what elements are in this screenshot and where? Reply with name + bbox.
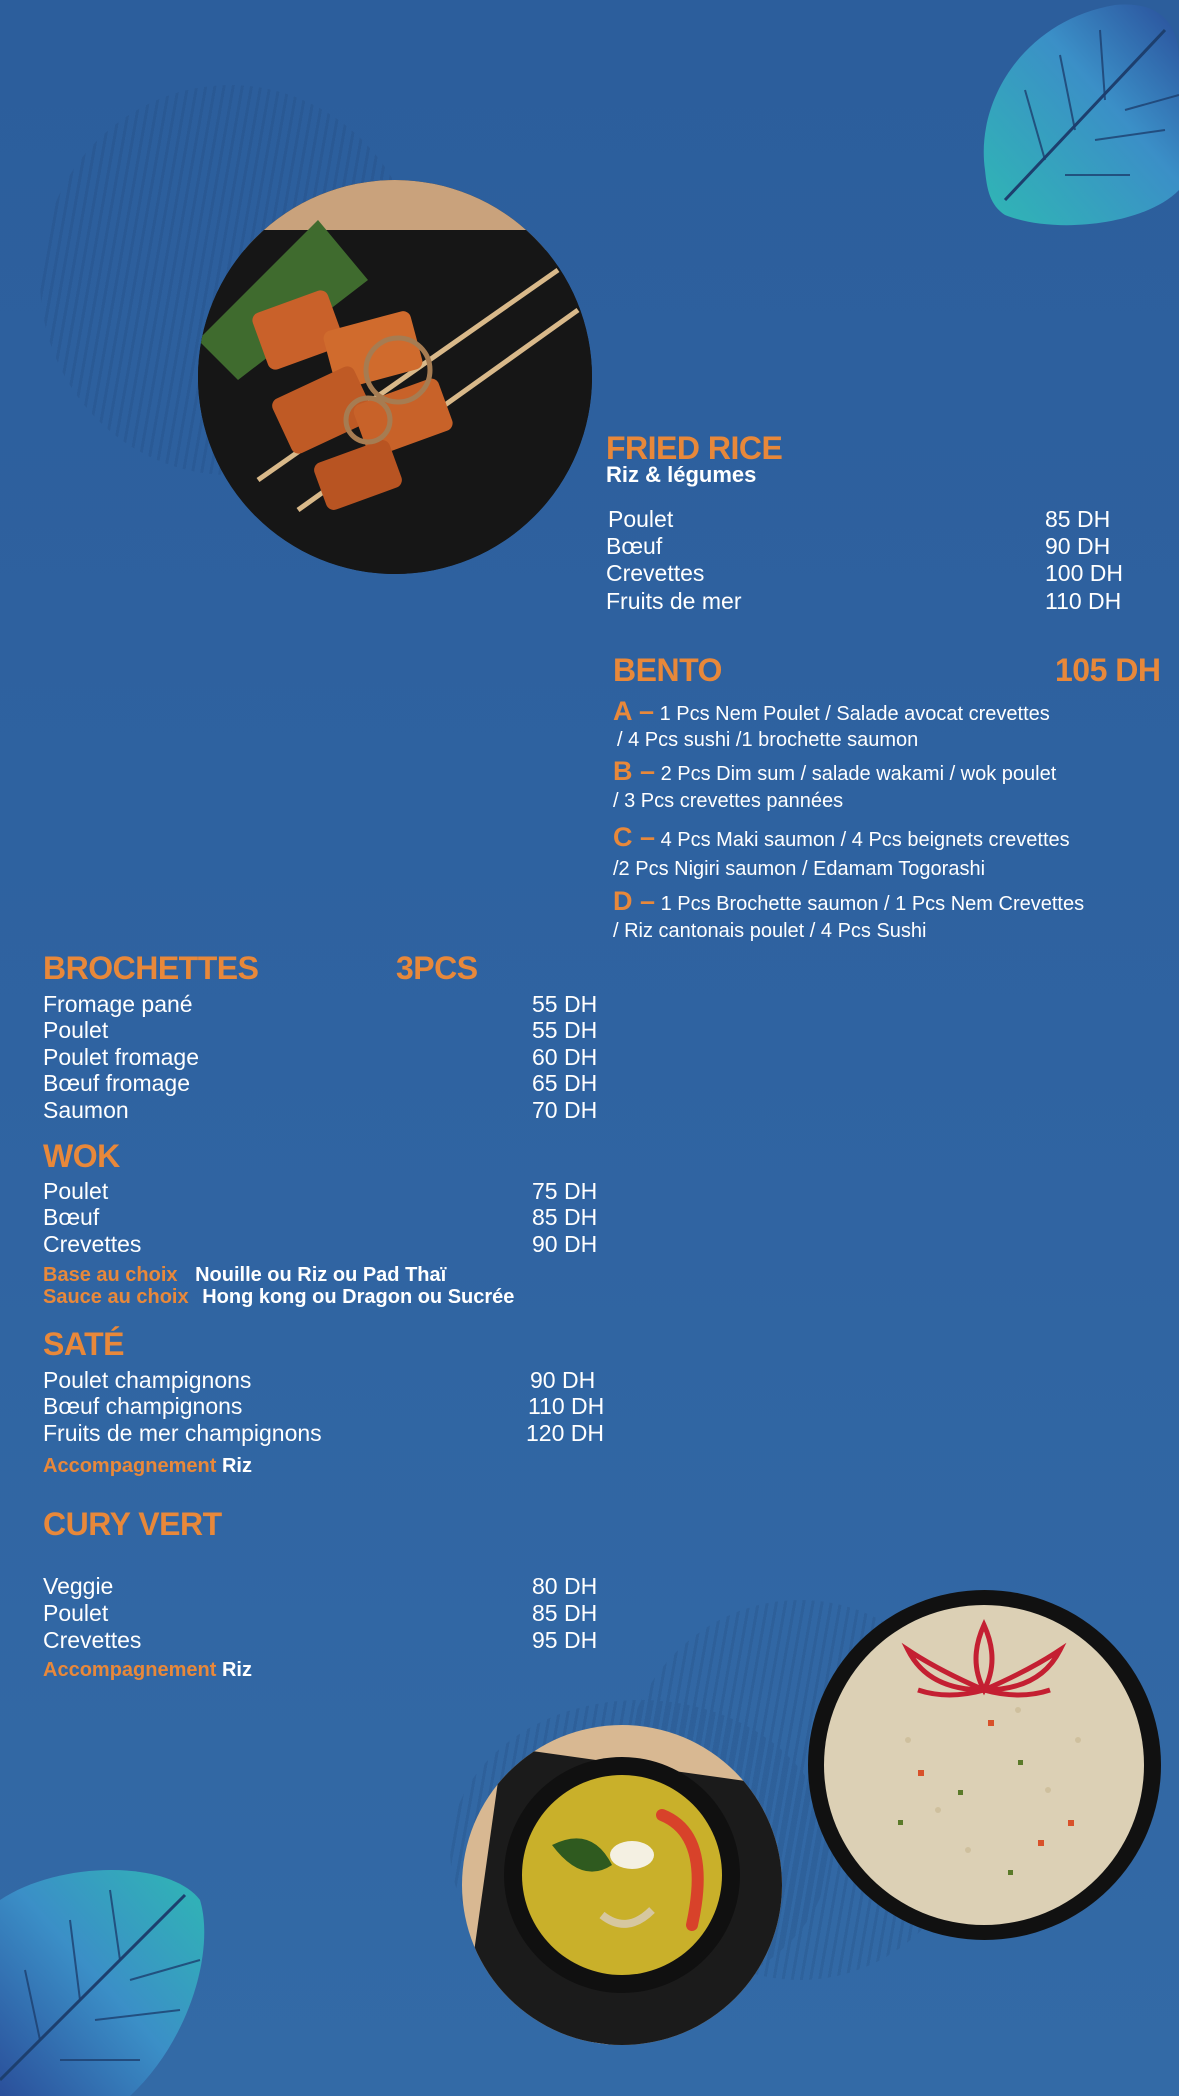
- bento-option-line: / Riz cantonais poulet / 4 Pcs Sushi: [613, 920, 927, 942]
- bento-option-line: / 4 Pcs sushi /1 brochette saumon: [617, 729, 919, 751]
- menu-item-price: 75 DH: [532, 1178, 598, 1204]
- menu-item-price: 95 DH: [532, 1627, 598, 1653]
- bento-letter: C –: [613, 822, 656, 852]
- option-label: Base au choix: [43, 1264, 178, 1286]
- menu-item-name: Bœuf fromage: [43, 1070, 190, 1096]
- skewer-photo: [198, 180, 592, 574]
- menu-item-price: 90 DH: [530, 1367, 596, 1393]
- cury-vert-title: CURY VERT: [43, 1506, 222, 1542]
- menu-item-price: 120 DH: [526, 1420, 604, 1446]
- option-value: Riz: [221, 1455, 252, 1477]
- bento-option-line: 1 Pcs Brochette saumon / 1 Pcs Nem Crevettes: [660, 893, 1085, 915]
- curry-bowl-photo: [462, 1725, 782, 2045]
- bento-option-b: [613, 758, 1056, 787]
- bento-title: BENTO: [613, 652, 722, 688]
- option-label: Accompagnement: [43, 1455, 217, 1477]
- menu-item-price: 90 DH: [532, 1231, 598, 1257]
- menu-item-price: 100 DH: [1045, 560, 1123, 586]
- menu-item-name: Poulet: [43, 1600, 109, 1626]
- cury-vert-accompaniment: [43, 1659, 252, 1682]
- bento-price: 105 DH: [1055, 652, 1161, 688]
- menu-item-name: Bœuf: [606, 533, 663, 559]
- bento-option-line: / 3 Pcs crevettes pannées: [613, 790, 844, 812]
- brochettes-qty: 3PCS: [396, 950, 478, 986]
- bento-option-line: /2 Pcs Nigiri saumon / Edamam Togorashi: [613, 858, 986, 880]
- menu-item-price: 110 DH: [528, 1393, 605, 1419]
- monstera-leaf-icon: [965, 0, 1179, 235]
- menu-item-price: 110 DH: [1045, 588, 1122, 614]
- menu-item-price: 85 DH: [532, 1600, 598, 1626]
- option-label: Sauce au choix: [43, 1286, 189, 1308]
- menu-item-name: Saumon: [43, 1097, 129, 1123]
- fried-rice-photo: [808, 1590, 1161, 1940]
- bento-letter: D –: [613, 886, 656, 916]
- bento-option-line: 2 Pcs Dim sum / salade wakami / wok poulet: [660, 763, 1057, 785]
- sate-title: SATÉ: [43, 1326, 124, 1362]
- menu-item-name: Crevettes: [43, 1627, 142, 1653]
- fried-rice-title: FRIED RICE: [606, 430, 783, 466]
- bento-option-line: 4 Pcs Maki saumon / 4 Pcs beignets crevettes: [660, 829, 1070, 851]
- menu-item-name: Poulet: [43, 1017, 109, 1043]
- menu-item-name: Veggie: [43, 1573, 114, 1599]
- option-label: Accompagnement: [43, 1659, 217, 1681]
- wok-title: WOK: [43, 1138, 120, 1174]
- menu-item-price: 90 DH: [1045, 533, 1111, 559]
- sate-accompaniment: [43, 1455, 252, 1478]
- bento-option-d: [613, 888, 1084, 917]
- bento-letter: A –: [613, 696, 655, 726]
- menu-item-price: 60 DH: [532, 1044, 598, 1070]
- bento-letter: B –: [613, 756, 656, 786]
- wok-sauce-choice: [43, 1286, 514, 1309]
- option-value: Nouille ou Riz ou Pad Thaï: [195, 1264, 447, 1286]
- fried-rice-subtitle: Riz & légumes: [606, 462, 757, 487]
- menu-item-price: 80 DH: [532, 1573, 598, 1599]
- menu-item-name: Fruits de mer champignons: [43, 1420, 322, 1446]
- menu-item-name: Fruits de mer: [606, 588, 742, 614]
- menu-item-name: Poulet champignons: [43, 1367, 252, 1393]
- menu-item-price: 70 DH: [532, 1097, 598, 1123]
- menu-item-name: Poulet: [608, 506, 674, 532]
- bento-option-a: [613, 698, 1050, 727]
- brochettes-title: BROCHETTES: [43, 950, 259, 986]
- bento-option-c: [613, 824, 1070, 853]
- bento-option-line: 1 Pcs Nem Poulet / Salade avocat crevettes: [659, 703, 1050, 725]
- menu-item-name: Fromage pané: [43, 991, 193, 1017]
- menu-item-name: Crevettes: [606, 560, 705, 586]
- menu-item-name: Crevettes: [43, 1231, 142, 1257]
- menu-item-name: Bœuf: [43, 1204, 100, 1230]
- menu-item-price: 55 DH: [532, 991, 598, 1017]
- menu-item-price: 85 DH: [532, 1204, 598, 1230]
- menu-item-price: 55 DH: [532, 1017, 598, 1043]
- option-value: Hong kong ou Dragon ou Sucrée: [202, 1286, 515, 1308]
- menu-item-name: Bœuf champignons: [43, 1393, 243, 1419]
- menu-item-price: 85 DH: [1045, 506, 1111, 532]
- option-value: Riz: [221, 1659, 252, 1681]
- monstera-leaf-icon: [0, 1860, 210, 2096]
- menu-item-name: Poulet fromage: [43, 1044, 199, 1070]
- wok-base-choice: [43, 1264, 446, 1287]
- menu-item-name: Poulet: [43, 1178, 109, 1204]
- menu-item-price: 65 DH: [532, 1070, 598, 1096]
